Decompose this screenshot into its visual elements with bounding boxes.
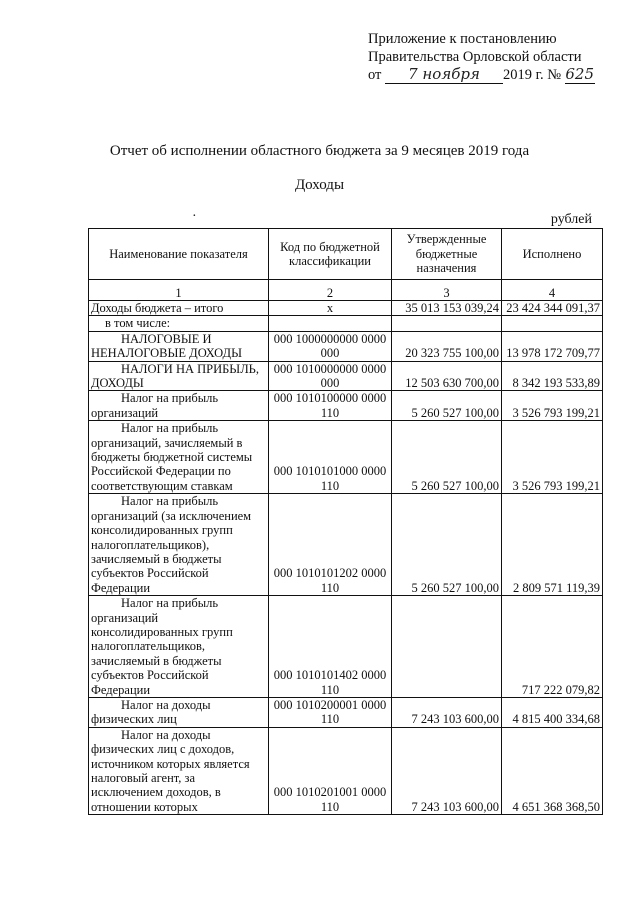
row-done: 4 815 400 334,68 [502,697,603,727]
row-done: 3 526 793 199,21 [502,421,603,494]
handwritten-number: 625 [565,65,594,83]
row-name: Доходы бюджета – итого [89,301,269,316]
column-number-row [89,280,603,301]
row-plan: 5 260 527 100,00 [392,421,502,494]
row-code: 000 1010100000 0000 110 [269,391,392,421]
row-done: 13 978 172 709,77 [502,331,603,361]
header-line-2: Правительства Орловской области [368,49,582,65]
row-done: 3 526 793 199,21 [502,391,603,421]
row-plan [392,596,502,698]
row-name: Налог на прибыль организаций, зачисляемый в бюджеты бюджетной системы Российской Федерации по соответствующим ставкам [89,421,269,494]
row-plan: 7 243 103 600,00 [392,697,502,727]
row-code: 000 1010201001 0000 110 [269,727,392,814]
table-row [89,361,603,391]
table-row [89,596,603,698]
table-row [89,301,603,316]
row-code: 000 1010101202 0000 110 [269,494,392,596]
row-plan: 5 260 527 100,00 [392,391,502,421]
document-header [368,30,623,84]
header-line-1: Приложение к постановлению [368,31,557,47]
row-plan: 12 503 630 700,00 [392,361,502,391]
stray-mark: · [192,209,197,224]
row-name: Налог на доходы физических лиц с доходов, источником которых является налоговый агент, за исключением доходов, в отношении которых [89,727,269,814]
row-done: 8 342 193 533,89 [502,361,603,391]
row-name: Налог на прибыль организаций [89,391,269,421]
table-row [89,331,603,361]
report-subtitle: Доходы [294,177,345,193]
row-done [502,316,603,331]
table-header-row [89,229,603,280]
from-label: от [368,67,382,83]
table-row [89,391,603,421]
row-plan [392,316,502,331]
row-plan: 5 260 527 100,00 [392,494,502,596]
row-code: 000 1010101402 0000 110 [269,596,392,698]
row-name: Налог на прибыль организаций консолидированных групп налогоплательщиков, зачисляемый в бюджеты субъектов Российской Федерации [89,596,269,698]
row-code: 000 1010000000 0000 000 [269,361,392,391]
row-code: x [269,301,392,316]
col-num-1: 1 [89,280,269,301]
year-number-label: 2019 г. № [503,67,562,83]
row-code: 000 1000000000 0000 000 [269,331,392,361]
row-code: 000 1010200001 0000 110 [269,697,392,727]
header-code: Код по бюджетной классификации [269,229,392,280]
table-row [89,494,603,596]
header-date-line [368,66,623,84]
date-field [385,66,503,84]
table-row [89,316,603,331]
report-title: Отчет об исполнении областного бюджета за 9 месяцев 2019 года [109,143,530,159]
row-plan: 35 013 153 039,24 [392,301,502,316]
row-done: 4 651 368 368,50 [502,727,603,814]
row-name: НАЛОГИ НА ПРИБЫЛЬ, ДОХОДЫ [89,361,269,391]
table-row [89,697,603,727]
row-name: НАЛОГОВЫЕ И НЕНАЛОГОВЫЕ ДОХОДЫ [89,331,269,361]
col-num-4: 4 [502,280,603,301]
header-plan: Утвержденные бюджетные назначения [392,229,502,280]
col-num-3: 3 [392,280,502,301]
row-name: Налог на доходы физических лиц [89,697,269,727]
row-plan: 7 243 103 600,00 [392,727,502,814]
row-code: 000 1010101000 0000 110 [269,421,392,494]
row-plan: 20 323 755 100,00 [392,331,502,361]
row-done: 2 809 571 119,39 [502,494,603,596]
row-done: 23 424 344 091,37 [502,301,603,316]
header-done: Исполнено [502,229,603,280]
header-name: Наименование показателя [89,229,269,280]
row-name: Налог на прибыль организаций (за исключением консолидированных групп налогоплательщиков), зачисляемый в бюджеты субъектов Российской Федерации [89,494,269,596]
units-label: рублей [550,212,592,227]
number-field [565,66,595,84]
handwritten-date: 7 ноября [408,65,480,83]
col-num-2: 2 [269,280,392,301]
table-row [89,421,603,494]
row-name: в том числе: [89,316,269,331]
table-row [89,727,603,814]
revenue-table [88,228,603,815]
row-done: 717 222 079,82 [502,596,603,698]
row-code [269,316,392,331]
